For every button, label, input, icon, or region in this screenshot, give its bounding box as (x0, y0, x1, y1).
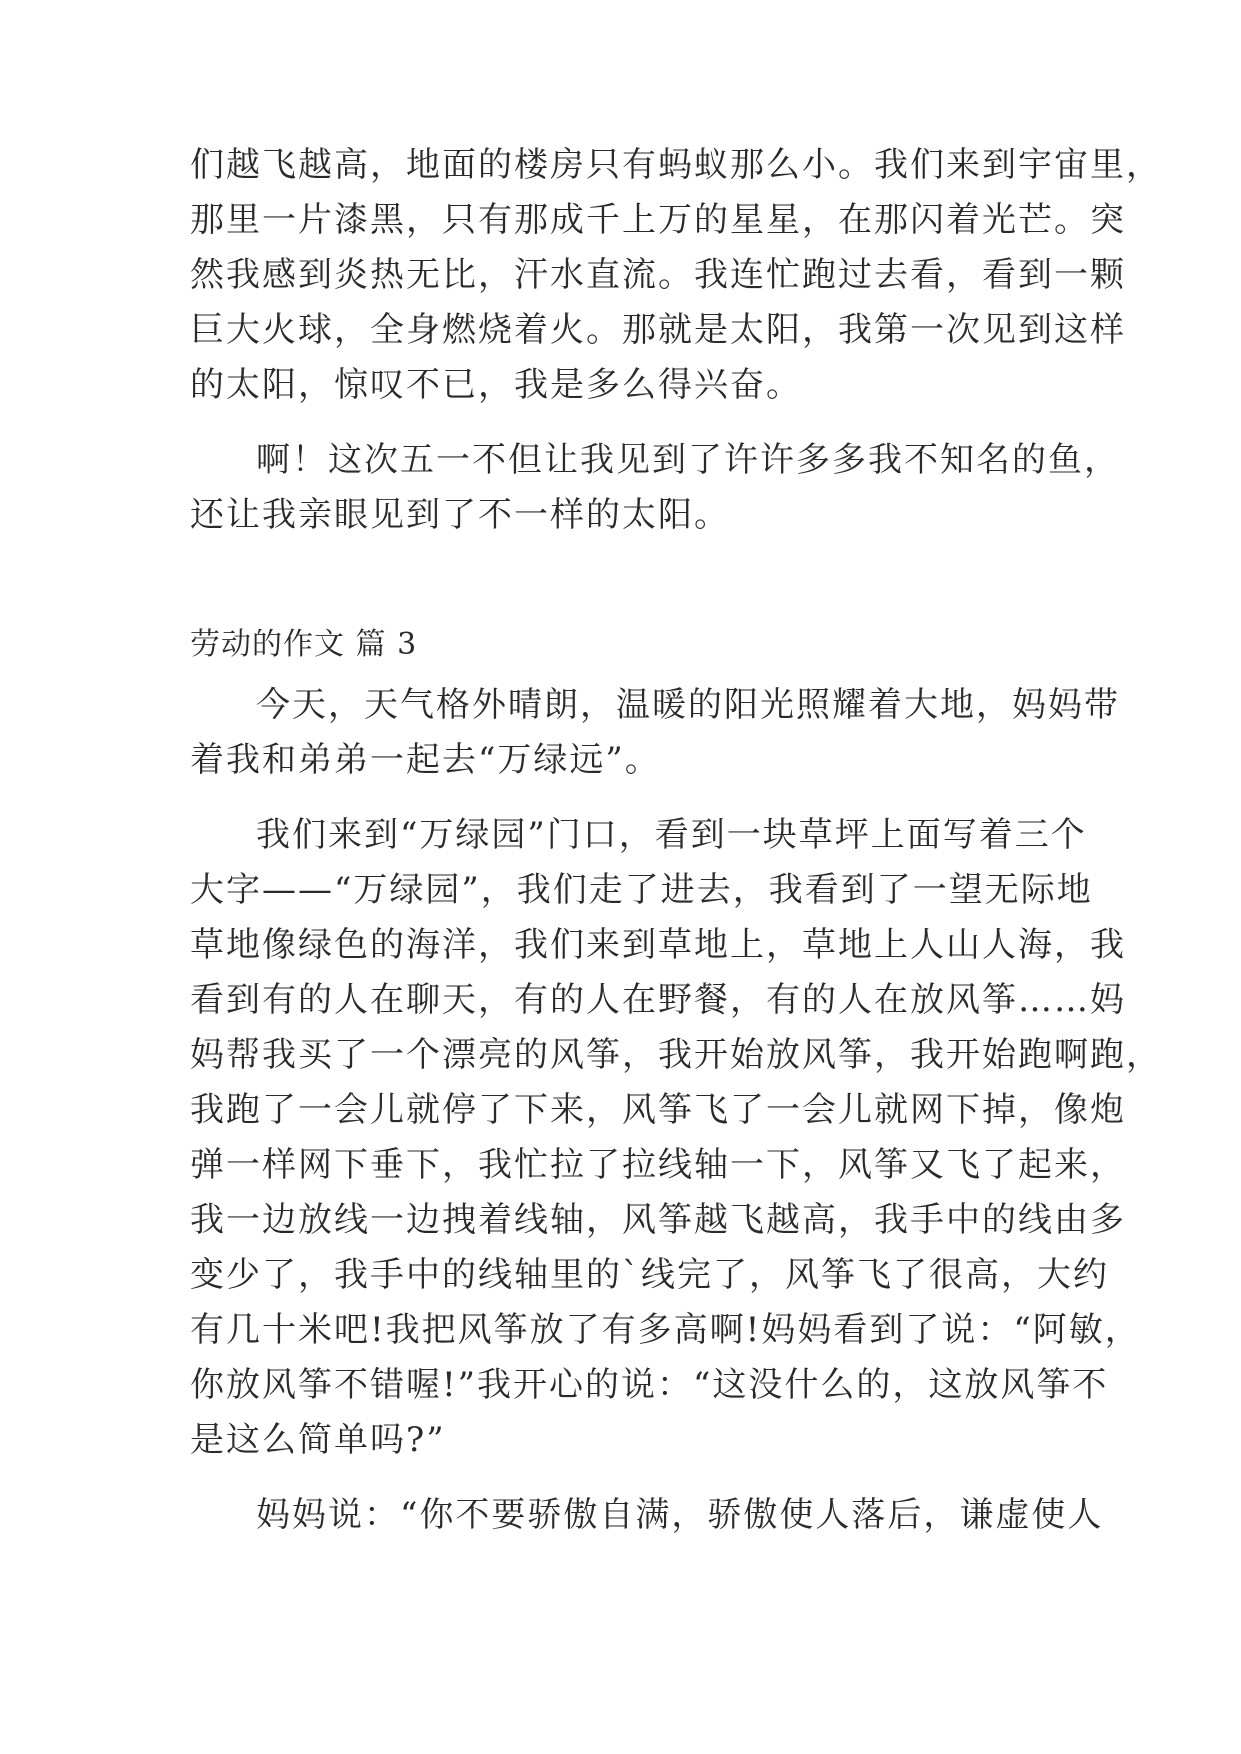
text-line: 我们来到“万绿园”门口，看到一块草坪上面写着三个 (256, 815, 1087, 855)
text-line: 看到有的人在聊天，有的人在野餐，有的人在放风筝……妈 (190, 980, 1126, 1020)
section-heading: 劳动的作文 篇 3 (190, 627, 418, 662)
text-line: 有几十米吧!我把风筝放了有多高啊!妈妈看到了说：“阿敏， (190, 1310, 1141, 1350)
text-line: 大字——“万绿园”，我们走了进去，我看到了一望无际地 (190, 870, 1093, 910)
text-line: 们越飞越高，地面的楼房只有蚂蚁那么小。我们来到宇宙里， (190, 145, 1162, 185)
text-line: 变少了，我手中的线轴里的`线完了，风筝飞了很高，大约 (190, 1255, 1109, 1295)
text-line: 我一边放线一边拽着线轴，风筝越飞越高，我手中的线由多 (190, 1200, 1126, 1240)
text-line: 啊！这次五一不但让我见到了许许多多我不知名的鱼， (256, 440, 1120, 480)
text-line: 巨大火球，全身燃烧着火。那就是太阳，我第一次见到这样 (190, 310, 1126, 350)
text-line: 然我感到炎热无比，汗水直流。我连忙跑过去看，看到一颗 (190, 255, 1126, 295)
text-line: 我跑了一会儿就停了下来，风筝飞了一会儿就网下掉，像炮 (190, 1090, 1126, 1130)
text-line: 着我和弟弟一起去“万绿远”。 (190, 740, 661, 780)
text-line: 你放风筝不错喔!”我开心的说：“这没什么的，这放风筝不 (190, 1365, 1109, 1405)
text-line: 那里一片漆黑，只有那成千上万的星星，在那闪着光芒。突 (190, 200, 1126, 240)
text-line: 草地像绿色的海洋，我们来到草地上，草地上人山人海，我 (190, 925, 1126, 965)
text-line: 今天，天气格外晴朗，温暖的阳光照耀着大地，妈妈带 (256, 685, 1120, 725)
text-line: 妈妈说：“你不要骄傲自满，骄傲使人落后，谦虚使人 (256, 1495, 1104, 1535)
text-line: 还让我亲眼见到了不一样的太阳。 (190, 495, 730, 535)
text-line: 的太阳，惊叹不已，我是多么得兴奋。 (190, 365, 802, 405)
text-line: 妈帮我买了一个漂亮的风筝，我开始放风筝，我开始跑啊跑， (190, 1035, 1162, 1075)
text-line: 是这么简单吗?” (190, 1420, 446, 1460)
text-line: 弹一样网下垂下，我忙拉了拉线轴一下，风筝又飞了起来， (190, 1145, 1126, 1185)
